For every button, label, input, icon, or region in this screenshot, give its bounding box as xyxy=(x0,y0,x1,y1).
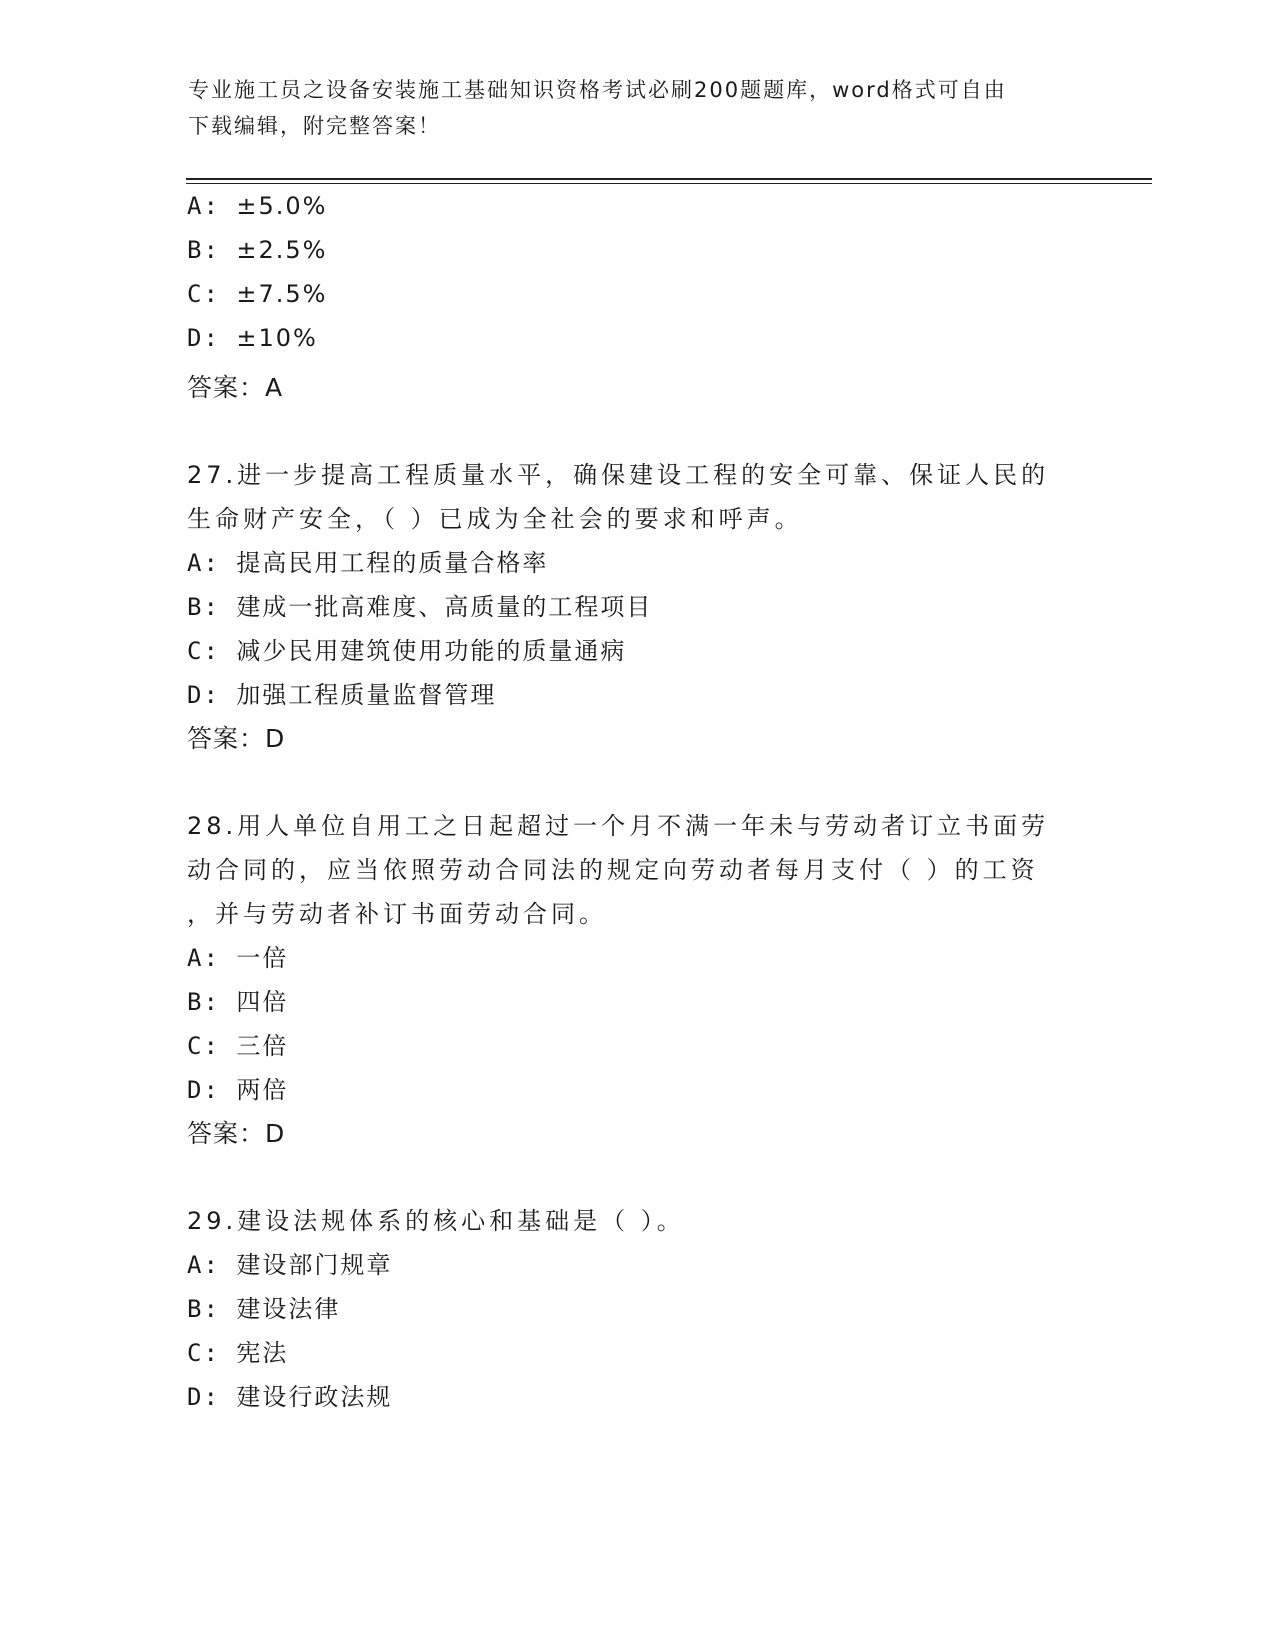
q28-stem-line-1: 28.用人单位自用工之日起超过一个月不满一年未与劳动者订立书面劳 xyxy=(187,812,1050,840)
q27-option-a: A: 提高民用工程的质量合格率 xyxy=(187,549,549,577)
q28-answer: 答案：D xyxy=(187,1119,286,1148)
header-divider-top xyxy=(186,178,1152,180)
q29-option-a: A: 建设部门规章 xyxy=(187,1251,393,1279)
q28-option-a: A: 一倍 xyxy=(187,944,289,972)
q28-option-b: B: 四倍 xyxy=(187,988,289,1016)
document-header xyxy=(188,72,1068,144)
q28-stem-line-3: ，并与劳动者补订书面劳动合同。 xyxy=(187,900,607,928)
q27-option-b: B: 建成一批高难度、高质量的工程项目 xyxy=(187,593,653,621)
q29-stem-line-1: 29.建设法规体系的核心和基础是（ ）。 xyxy=(187,1207,685,1235)
q27-option-d: D: 加强工程质量监督管理 xyxy=(187,681,497,709)
q27-stem-line-1: 27.进一步提高工程质量水平，确保建设工程的安全可靠、保证人民的 xyxy=(187,461,1050,489)
q27-option-c: C: 减少民用建筑使用功能的质量通病 xyxy=(187,637,627,665)
q27-stem-line-2: 生命财产安全，（ ）已成为全社会的要求和呼声。 xyxy=(187,505,803,533)
q26-option-b: B: ±2.5% xyxy=(187,236,328,264)
q29-option-b: B: 建设法律 xyxy=(187,1295,341,1323)
q28-stem-line-2: 动合同的，应当依照劳动合同法的规定向劳动者每月支付（ ）的工资 xyxy=(187,856,1039,884)
header-line-2: 下载编辑，附完整答案！ xyxy=(188,114,441,138)
q26-option-d: D: ±10% xyxy=(187,324,318,352)
q29-option-c: C: 宪法 xyxy=(187,1339,289,1367)
q29-option-d: D: 建设行政法规 xyxy=(187,1383,393,1411)
q28-option-d: D: 两倍 xyxy=(187,1076,289,1104)
q26-option-c: C: ±7.5% xyxy=(187,280,328,308)
q26-answer: 答案：A xyxy=(187,373,284,402)
header-line-1: 专业施工员之设备安装施工基础知识资格考试必刷200题题库，word格式可自由 xyxy=(188,78,1007,102)
q26-option-a: A: ±5.0% xyxy=(187,192,328,220)
header-divider-bottom xyxy=(186,183,1152,184)
q27-answer: 答案：D xyxy=(187,724,286,753)
q28-option-c: C: 三倍 xyxy=(187,1032,289,1060)
